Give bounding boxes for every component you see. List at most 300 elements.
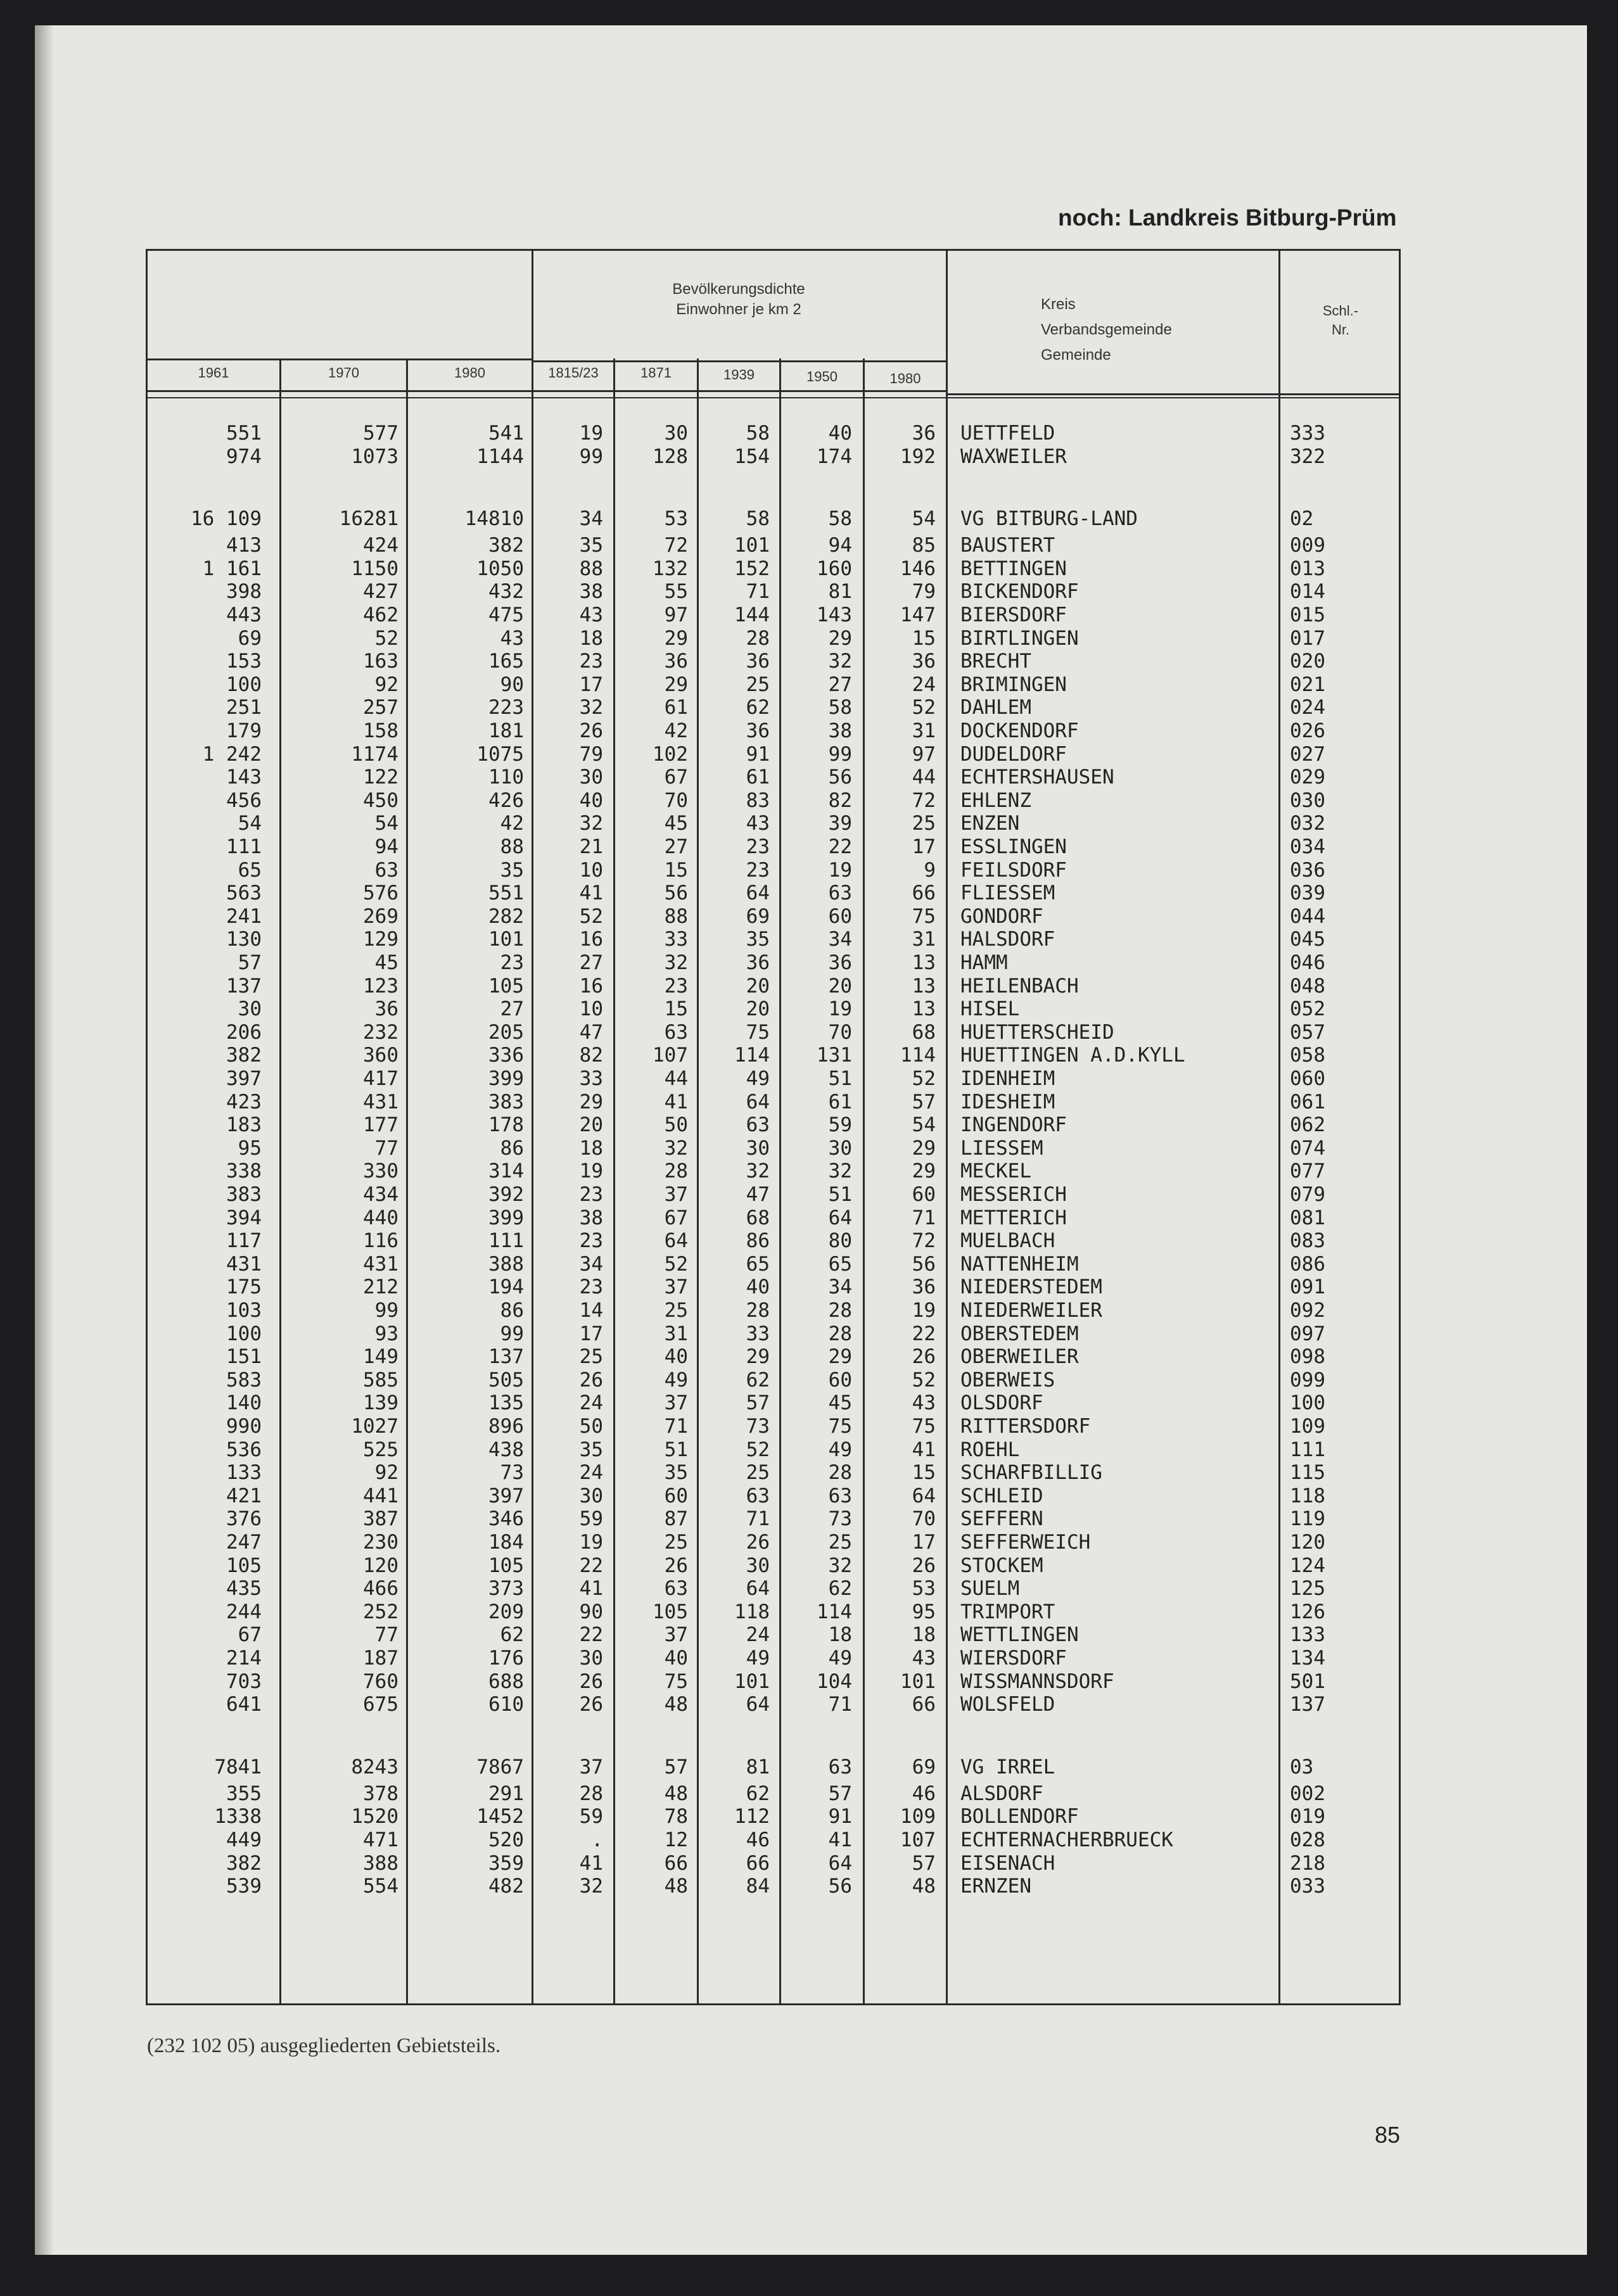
cell-d1980: 75 <box>912 1415 936 1438</box>
cell-d1871: 70 <box>664 789 688 812</box>
cell-p1980: 73 <box>500 1461 524 1485</box>
cell-d1980: 25 <box>912 812 936 835</box>
cell-p1980: 291 <box>488 1782 524 1805</box>
cell-p1970: 441 <box>363 1484 398 1507</box>
cell-p1980: 505 <box>488 1368 524 1392</box>
header-divider <box>148 390 946 392</box>
cell-d1980: 26 <box>912 1345 936 1369</box>
cell-name: WISSMANNSDORF <box>960 1670 1114 1693</box>
cell-d1950: 99 <box>828 742 852 766</box>
cell-nr: 134 <box>1290 1647 1325 1670</box>
cell-d1980: 26 <box>912 1554 936 1577</box>
table-row <box>148 1415 1403 1438</box>
cell-p1970: 675 <box>363 1693 398 1716</box>
cell-d1939: 35 <box>746 928 770 951</box>
table-row <box>148 1229 1403 1252</box>
cell-d1939: 83 <box>746 789 770 812</box>
table-row <box>148 1782 1403 1805</box>
cell-name: HISEL <box>960 998 1020 1021</box>
table-row <box>148 928 1403 951</box>
cell-d1939: 101 <box>734 1670 770 1693</box>
cell-d1939: 75 <box>746 1020 770 1044</box>
cell-p1980: 373 <box>488 1577 524 1601</box>
cell-d1950: 80 <box>828 1229 852 1253</box>
cell-p1970: 187 <box>363 1647 398 1670</box>
cell-p1961: 1 242 <box>202 742 262 766</box>
cell-d1871: 12 <box>664 1829 688 1851</box>
cell-d1815: 10 <box>579 998 603 1021</box>
cell-p1980: 42 <box>500 812 524 835</box>
cell-nr: 109 <box>1290 1415 1325 1438</box>
cell-p1980: 426 <box>488 789 524 812</box>
cell-d1980: 68 <box>912 1020 936 1044</box>
population-table <box>146 249 1401 2005</box>
cell-nr: 021 <box>1290 673 1325 696</box>
cell-d1980: 24 <box>912 673 936 696</box>
cell-d1871: 107 <box>653 1044 688 1067</box>
cell-d1871: 132 <box>653 557 688 580</box>
cell-d1871: 49 <box>664 1368 688 1392</box>
cell-d1815: 18 <box>579 1136 603 1160</box>
cell-d1871: 37 <box>664 1276 688 1299</box>
cell-d1871: 128 <box>653 445 688 468</box>
cell-d1871: 31 <box>664 1322 688 1345</box>
table-row <box>148 1531 1403 1554</box>
cell-d1871: 23 <box>664 974 688 998</box>
cell-d1815: 23 <box>579 1229 603 1253</box>
cell-d1871: 25 <box>664 1531 688 1554</box>
cell-name: MESSERICH <box>960 1183 1067 1206</box>
cell-d1980: 31 <box>912 720 936 742</box>
cell-p1970: 129 <box>363 928 398 951</box>
cell-nr: 027 <box>1290 742 1325 766</box>
cell-d1815: 23 <box>579 650 603 673</box>
cell-d1950: 28 <box>828 1322 852 1345</box>
cell-d1815: 23 <box>579 1183 603 1206</box>
cell-d1980: 13 <box>912 951 936 974</box>
cell-d1815: 35 <box>579 534 603 557</box>
cell-p1980: 399 <box>488 1206 524 1229</box>
cell-d1980: 46 <box>912 1782 936 1805</box>
cell-d1815: 30 <box>579 1484 603 1507</box>
cell-d1939: 62 <box>746 696 770 720</box>
cell-d1871: 71 <box>664 1415 688 1438</box>
cell-d1950: 56 <box>828 766 852 789</box>
cell-name: INGENDORF <box>960 1113 1067 1137</box>
cell-nr: 028 <box>1290 1829 1325 1851</box>
cell-d1950: 104 <box>817 1670 852 1693</box>
cell-d1939: 68 <box>746 1206 770 1229</box>
cell-d1871: 66 <box>664 1851 688 1875</box>
cell-name: HALSDORF <box>960 928 1055 951</box>
cell-name: HUETTERSCHEID <box>960 1020 1114 1044</box>
cell-d1939: 47 <box>746 1183 770 1206</box>
cell-d1980: 15 <box>912 626 936 650</box>
cell-d1950: 56 <box>828 1875 852 1898</box>
cell-d1871: 30 <box>664 422 688 445</box>
cell-name: DAHLEM <box>960 696 1031 720</box>
cell-name: EISENACH <box>960 1851 1055 1875</box>
cell-p1961: 7841 <box>214 1755 262 1779</box>
cell-nr: 100 <box>1290 1392 1325 1415</box>
cell-name: LIESSEM <box>960 1136 1043 1160</box>
cell-p1970: 1073 <box>351 445 398 468</box>
cell-p1970: 417 <box>363 1067 398 1090</box>
cell-d1950: 27 <box>828 673 852 696</box>
cell-d1980: 52 <box>912 696 936 720</box>
cell-name: DOCKENDORF <box>960 720 1079 742</box>
cell-p1980: 359 <box>488 1851 524 1875</box>
cell-p1980: 610 <box>488 1693 524 1716</box>
cell-name: DUDELDORF <box>960 742 1067 766</box>
cell-p1970: 45 <box>374 951 398 974</box>
cell-nr: 013 <box>1290 557 1325 580</box>
cell-d1980: 43 <box>912 1392 936 1415</box>
cell-p1961: 563 <box>226 882 262 905</box>
cell-p1970: 212 <box>363 1276 398 1299</box>
cell-p1961: 130 <box>226 928 262 951</box>
cell-name: FEILSDORF <box>960 858 1067 882</box>
cell-p1980: 541 <box>488 422 524 445</box>
cell-d1939: 101 <box>734 534 770 557</box>
cell-d1939: 118 <box>734 1600 770 1623</box>
cell-d1939: 26 <box>746 1531 770 1554</box>
cell-p1970: 466 <box>363 1577 398 1601</box>
cell-d1980: 66 <box>912 882 936 905</box>
cell-d1980: 95 <box>912 1600 936 1623</box>
cell-nr: 002 <box>1290 1782 1325 1805</box>
cell-d1980: 72 <box>912 789 936 812</box>
schl-nr-header: Schl.- Nr. <box>1322 303 1359 338</box>
table-row <box>148 720 1403 742</box>
cell-d1815: 35 <box>579 1438 603 1461</box>
cell-nr: 083 <box>1290 1229 1325 1253</box>
cell-d1939: 52 <box>746 1438 770 1461</box>
cell-d1871: 55 <box>664 580 688 604</box>
cell-name: SCHLEID <box>960 1484 1043 1507</box>
cell-d1980: 13 <box>912 974 936 998</box>
table-row <box>148 1829 1403 1851</box>
table-row <box>148 743 1403 766</box>
cell-d1939: 71 <box>746 580 770 604</box>
cell-d1871: 35 <box>664 1461 688 1485</box>
cell-d1871: 60 <box>664 1484 688 1507</box>
cell-d1815: 34 <box>579 1252 603 1276</box>
table-row <box>148 1021 1403 1044</box>
cell-name: BRECHT <box>960 650 1031 673</box>
cell-name: METTERICH <box>960 1206 1067 1229</box>
cell-d1871: 61 <box>664 696 688 720</box>
cell-d1939: 25 <box>746 673 770 696</box>
table-row <box>148 1693 1403 1716</box>
cell-nr: 044 <box>1290 904 1325 928</box>
cell-nr: 026 <box>1290 720 1325 742</box>
cell-d1939: 29 <box>746 1345 770 1369</box>
cell-p1961: 456 <box>226 789 262 812</box>
cell-p1961: 100 <box>226 673 262 696</box>
table-row <box>148 975 1403 998</box>
cell-d1815: 24 <box>579 1392 603 1415</box>
table-row <box>148 882 1403 904</box>
table-row <box>148 580 1403 603</box>
cell-p1961: 244 <box>226 1600 262 1623</box>
cell-d1815: 16 <box>579 974 603 998</box>
cell-p1961: 449 <box>226 1829 262 1851</box>
table-row <box>148 998 1403 1020</box>
cell-p1970: 63 <box>374 858 398 882</box>
cell-name: NIEDERSTEDEM <box>960 1276 1102 1299</box>
cell-nr: 333 <box>1290 422 1325 445</box>
cell-d1939: 23 <box>746 858 770 882</box>
cell-p1970: 139 <box>363 1392 398 1415</box>
cell-d1871: 56 <box>664 882 688 905</box>
cell-nr: 014 <box>1290 580 1325 604</box>
cell-name: VG IRREL <box>960 1755 1055 1779</box>
cell-name: NATTENHEIM <box>960 1252 1079 1276</box>
cell-d1950: 70 <box>828 1020 852 1044</box>
table-row <box>148 1113 1403 1136</box>
cell-nr: 019 <box>1290 1805 1325 1829</box>
cell-nr: 048 <box>1290 974 1325 998</box>
cell-d1871: 53 <box>664 507 688 531</box>
cell-d1939: 84 <box>746 1875 770 1898</box>
cell-d1939: 46 <box>746 1829 770 1851</box>
cell-p1980: 99 <box>500 1322 524 1345</box>
cell-d1939: 73 <box>746 1415 770 1438</box>
cell-d1871: 37 <box>664 1623 688 1647</box>
cell-p1961: 974 <box>226 445 262 468</box>
cell-d1939: 69 <box>746 904 770 928</box>
table-row <box>148 673 1403 696</box>
cell-p1961: 117 <box>226 1229 262 1253</box>
cell-p1961: 103 <box>226 1299 262 1322</box>
cell-name: WIERSDORF <box>960 1647 1067 1670</box>
table-row <box>148 1369 1403 1392</box>
cell-name: BETTINGEN <box>960 557 1067 580</box>
cell-name: SUELM <box>960 1577 1020 1601</box>
cell-p1970: 149 <box>363 1345 398 1369</box>
cell-d1950: 131 <box>817 1044 852 1067</box>
cell-d1871: 105 <box>653 1600 688 1623</box>
cell-d1950: 34 <box>828 1276 852 1299</box>
cell-d1815: 19 <box>579 422 603 445</box>
cell-name: ECHTERNACHERBRUECK <box>960 1829 1173 1851</box>
cell-d1980: 48 <box>912 1875 936 1898</box>
cell-p1970: 434 <box>363 1183 398 1206</box>
cell-p1980: 23 <box>500 951 524 974</box>
cell-nr: 052 <box>1290 998 1325 1021</box>
cell-d1815: 26 <box>579 1693 603 1716</box>
cell-p1970: 424 <box>363 534 398 557</box>
cell-d1871: 32 <box>664 1136 688 1160</box>
cell-name: EHLENZ <box>960 789 1031 812</box>
cell-nr: 061 <box>1290 1090 1325 1113</box>
cell-d1871: 57 <box>664 1755 688 1779</box>
cell-d1939: 114 <box>734 1044 770 1067</box>
cell-p1970: 99 <box>374 1299 398 1322</box>
cell-d1871: 40 <box>664 1647 688 1670</box>
cell-d1871: 28 <box>664 1160 688 1183</box>
cell-nr: 077 <box>1290 1160 1325 1183</box>
cell-p1970: 177 <box>363 1113 398 1137</box>
cell-d1950: 63 <box>828 1484 852 1507</box>
cell-d1815: 38 <box>579 1206 603 1229</box>
density-year-1950: 1950 <box>806 369 838 384</box>
cell-nr: 501 <box>1290 1670 1325 1693</box>
cell-d1980: 72 <box>912 1229 936 1253</box>
cell-nr: 125 <box>1290 1577 1325 1601</box>
cell-d1950: 64 <box>828 1851 852 1875</box>
cell-d1950: 81 <box>828 580 852 604</box>
cell-p1961: 413 <box>226 534 262 557</box>
cell-p1980: 397 <box>488 1484 524 1507</box>
year-header-1970: 1970 <box>328 365 359 381</box>
cell-p1961: 383 <box>226 1183 262 1206</box>
cell-d1980: 36 <box>912 422 936 445</box>
table-row <box>148 1485 1403 1507</box>
cell-nr: 033 <box>1290 1875 1325 1898</box>
cell-p1961: 398 <box>226 580 262 604</box>
cell-p1970: 388 <box>363 1851 398 1875</box>
cell-d1815: 26 <box>579 720 603 742</box>
cell-d1815: 47 <box>579 1020 603 1044</box>
cell-nr: 120 <box>1290 1531 1325 1554</box>
cell-d1939: 36 <box>746 951 770 974</box>
footnote: (232 102 05) ausgegliederten Gebietsteils. <box>147 2034 501 2057</box>
cell-d1950: 28 <box>828 1461 852 1485</box>
cell-nr: 092 <box>1290 1299 1325 1322</box>
cell-d1980: 56 <box>912 1252 936 1276</box>
cell-d1815: 34 <box>579 507 603 531</box>
cell-name: WAXWEILER <box>960 445 1067 468</box>
cell-p1961: 251 <box>226 696 262 720</box>
cell-p1970: 450 <box>363 789 398 812</box>
table-row <box>148 696 1403 719</box>
cell-name: BIERSDORF <box>960 604 1067 626</box>
cell-d1939: 62 <box>746 1368 770 1392</box>
cell-p1970: 120 <box>363 1554 398 1577</box>
cell-d1871: 15 <box>664 858 688 882</box>
cell-d1980: 114 <box>900 1044 936 1067</box>
cell-d1939: 65 <box>746 1252 770 1276</box>
cell-p1980: 35 <box>500 858 524 882</box>
cell-p1980: 62 <box>500 1623 524 1647</box>
cell-p1980: 86 <box>500 1299 524 1322</box>
cell-d1980: 36 <box>912 1276 936 1299</box>
cell-d1939: 152 <box>734 557 770 580</box>
cell-nr: 062 <box>1290 1113 1325 1137</box>
cell-p1970: 360 <box>363 1044 398 1067</box>
cell-d1950: 45 <box>828 1392 852 1415</box>
table-row <box>148 1438 1403 1461</box>
cell-d1980: 36 <box>912 650 936 673</box>
cell-d1980: 29 <box>912 1160 936 1183</box>
cell-p1970: 116 <box>363 1229 398 1253</box>
cell-d1871: 41 <box>664 1090 688 1113</box>
cell-d1980: 19 <box>912 1299 936 1322</box>
cell-d1950: 28 <box>828 1299 852 1322</box>
cell-d1871: 36 <box>664 650 688 673</box>
cell-d1939: 36 <box>746 650 770 673</box>
cell-p1961: 397 <box>226 1067 262 1090</box>
cell-name: NIEDERWEILER <box>960 1299 1102 1322</box>
table-row <box>148 766 1403 789</box>
cell-nr: 009 <box>1290 534 1325 557</box>
cell-p1980: 392 <box>488 1183 524 1206</box>
cell-d1815: 32 <box>579 812 603 835</box>
cell-name: MUELBACH <box>960 1229 1055 1253</box>
cell-p1980: 438 <box>488 1438 524 1461</box>
cell-d1871: 88 <box>664 904 688 928</box>
cell-nr: 024 <box>1290 696 1325 720</box>
cell-p1961: 990 <box>226 1415 262 1438</box>
cell-d1815: 19 <box>579 1531 603 1554</box>
cell-d1871: 64 <box>664 1229 688 1253</box>
cell-nr: 124 <box>1290 1554 1325 1577</box>
cell-d1871: 97 <box>664 604 688 626</box>
cell-d1980: 53 <box>912 1577 936 1601</box>
cell-p1961: 179 <box>226 720 262 742</box>
cell-p1980: 88 <box>500 835 524 858</box>
kreis-header: Kreis Verbandsgemeinde Gemeinde <box>1041 296 1172 364</box>
table-row <box>148 650 1403 673</box>
cell-p1970: 1027 <box>351 1415 398 1438</box>
cell-d1950: 49 <box>828 1438 852 1461</box>
cell-d1939: 64 <box>746 1693 770 1716</box>
cell-nr: 081 <box>1290 1206 1325 1229</box>
cell-p1980: 181 <box>488 720 524 742</box>
table-row <box>148 1322 1403 1345</box>
cell-name: BRIMINGEN <box>960 673 1067 696</box>
cell-d1939: 49 <box>746 1647 770 1670</box>
cell-p1961: 431 <box>226 1252 262 1276</box>
cell-p1970: 122 <box>363 766 398 789</box>
cell-p1961: 57 <box>238 951 262 974</box>
cell-d1815: 41 <box>579 1577 603 1601</box>
cell-d1815: 59 <box>579 1507 603 1531</box>
cell-p1980: 205 <box>488 1020 524 1044</box>
table-row <box>148 1044 1403 1067</box>
cell-d1939: 81 <box>746 1755 770 1779</box>
cell-d1950: 73 <box>828 1507 852 1531</box>
cell-d1871: 44 <box>664 1067 688 1090</box>
cell-d1980: 146 <box>900 557 936 580</box>
cell-p1970: 92 <box>374 1461 398 1485</box>
cell-p1980: 399 <box>488 1067 524 1090</box>
cell-name: OLSDORF <box>960 1392 1043 1415</box>
cell-p1970: 440 <box>363 1206 398 1229</box>
cell-d1950: 18 <box>828 1623 852 1647</box>
table-row <box>148 1507 1403 1530</box>
cell-p1961: 382 <box>226 1044 262 1067</box>
cell-d1950: 22 <box>828 835 852 858</box>
cell-d1950: 29 <box>828 626 852 650</box>
cell-nr: 034 <box>1290 835 1325 858</box>
cell-nr: 03 <box>1290 1755 1314 1779</box>
cell-d1871: 26 <box>664 1554 688 1577</box>
cell-d1980: 43 <box>912 1647 936 1670</box>
cell-d1939: 57 <box>746 1392 770 1415</box>
cell-d1939: 63 <box>746 1484 770 1507</box>
cell-d1939: 49 <box>746 1067 770 1090</box>
cell-p1980: 520 <box>488 1829 524 1851</box>
header-divider <box>946 393 1401 395</box>
table-row <box>148 604 1403 626</box>
cell-d1950: 64 <box>828 1206 852 1229</box>
cell-d1871: 67 <box>664 1206 688 1229</box>
cell-name: FLIESSEM <box>960 882 1055 905</box>
cell-p1970: 471 <box>363 1829 398 1851</box>
